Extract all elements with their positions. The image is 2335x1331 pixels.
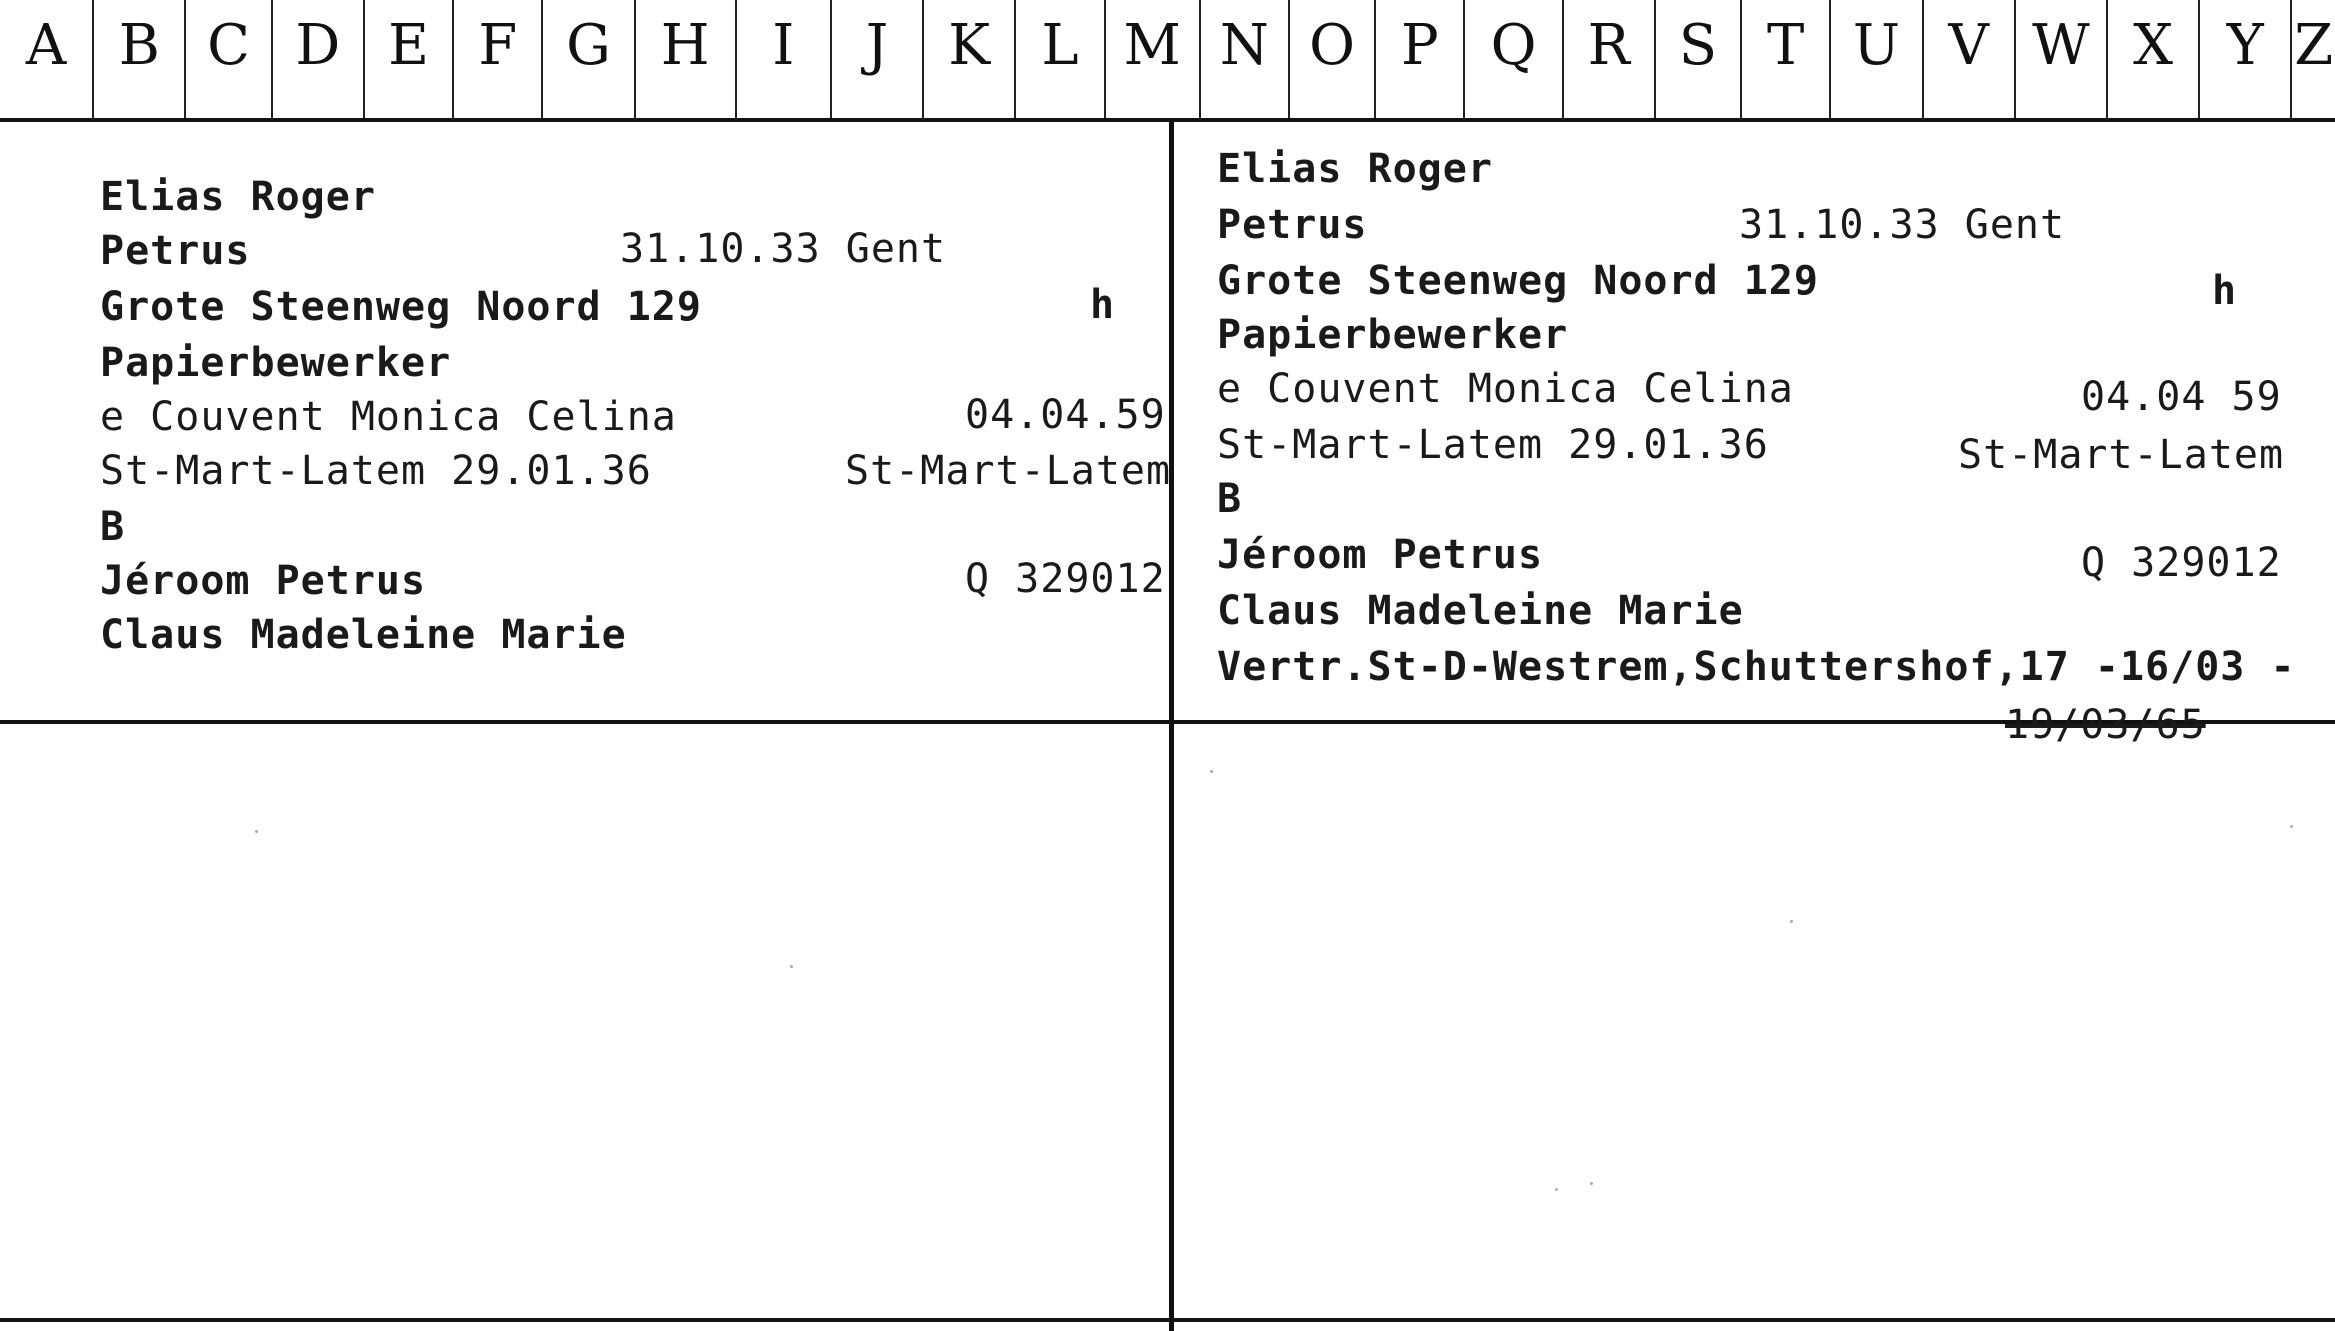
occupation: Papierbewerker bbox=[100, 340, 452, 386]
scan-speck bbox=[1590, 1182, 1593, 1185]
spouse-birth: St-Mart-Latem 29.01.36 bbox=[100, 448, 652, 494]
code: B bbox=[100, 504, 126, 550]
index-letter-w: W bbox=[2014, 0, 2106, 118]
index-letter-e: E bbox=[363, 0, 452, 118]
scan-speck bbox=[1555, 1188, 1558, 1191]
index-letter-m: M bbox=[1104, 0, 1199, 118]
scan-speck bbox=[255, 830, 258, 833]
index-letter-l: L bbox=[1014, 0, 1103, 118]
card-divider-bottom bbox=[0, 1318, 2335, 1322]
index-letter-a: A bbox=[25, 13, 67, 78]
index-letter-h: H bbox=[634, 0, 735, 118]
scan-speck bbox=[790, 965, 793, 968]
index-letter-v: V bbox=[1922, 0, 2014, 118]
marriage-place: St-Mart-Latem bbox=[845, 448, 1172, 494]
scan-speck bbox=[1210, 770, 1213, 773]
code: B bbox=[1217, 476, 1243, 522]
birth-info: 31.10.33 Gent bbox=[1739, 202, 2066, 248]
marriage-place: St-Mart-Latem bbox=[1958, 432, 2285, 478]
move-note: Vertr.St-D-Westrem,Schuttershof,17 -16/03 - bbox=[1217, 644, 2296, 690]
father-name: Jéroom Petrus bbox=[1217, 532, 1544, 578]
index-letter-b: B bbox=[92, 0, 184, 118]
id-number: Q 329012 bbox=[2081, 540, 2282, 586]
marker: h bbox=[1090, 282, 1116, 328]
move-date: 19/03/65 bbox=[2005, 702, 2206, 748]
index-letter-i: I bbox=[735, 0, 830, 118]
index-letter-o: O bbox=[1288, 0, 1374, 118]
index-letter-s: S bbox=[1654, 0, 1740, 118]
index-letter-j: J bbox=[830, 0, 922, 118]
marriage-date: 04.04.59 bbox=[965, 392, 1166, 438]
index-letter-r: R bbox=[1562, 0, 1654, 118]
index-letter-p: P bbox=[1374, 0, 1463, 118]
marker: h bbox=[2212, 268, 2238, 314]
birth-info: 31.10.33 Gent bbox=[620, 226, 947, 272]
alphabet-index-bar bbox=[0, 0, 2335, 122]
index-letter-n: N bbox=[1199, 0, 1288, 118]
father-name: Jéroom Petrus bbox=[100, 558, 427, 604]
surname: Elias Roger bbox=[100, 174, 376, 220]
surname: Elias Roger bbox=[1217, 146, 1493, 192]
scan-speck bbox=[1790, 920, 1793, 923]
mother-name: Claus Madeleine Marie bbox=[100, 612, 627, 658]
marriage-date: 04.04 59 bbox=[2081, 374, 2282, 420]
record-card-right bbox=[1175, 122, 2335, 748]
firstname: Petrus bbox=[1217, 202, 1368, 248]
spouse-name: e Couvent Monica Celina bbox=[1217, 366, 1794, 412]
index-letter-d: D bbox=[271, 0, 363, 118]
record-card-left bbox=[0, 122, 1170, 722]
mother-name: Claus Madeleine Marie bbox=[1217, 588, 1744, 634]
index-letter-t: T bbox=[1740, 0, 1829, 118]
index-letter-k: K bbox=[922, 0, 1014, 118]
index-letter-z: Z bbox=[2290, 0, 2335, 118]
occupation: Papierbewerker bbox=[1217, 312, 1569, 358]
index-letter-x: X bbox=[2106, 0, 2198, 118]
scan-speck bbox=[2290, 825, 2293, 828]
index-letter-f: F bbox=[452, 0, 541, 118]
spouse-birth: St-Mart-Latem 29.01.36 bbox=[1217, 422, 1769, 468]
address: Grote Steenweg Noord 129 bbox=[1217, 258, 1819, 304]
index-letter-y: Y bbox=[2198, 0, 2290, 118]
firstname: Petrus bbox=[100, 228, 251, 274]
id-number: Q 329012 bbox=[965, 556, 1166, 602]
spouse-name: e Couvent Monica Celina bbox=[100, 394, 677, 440]
index-letter-g: G bbox=[541, 0, 633, 118]
address: Grote Steenweg Noord 129 bbox=[100, 284, 702, 330]
index-letter-q: Q bbox=[1463, 0, 1561, 118]
index-letter-u: U bbox=[1829, 0, 1921, 118]
index-letter-c: C bbox=[184, 0, 270, 118]
